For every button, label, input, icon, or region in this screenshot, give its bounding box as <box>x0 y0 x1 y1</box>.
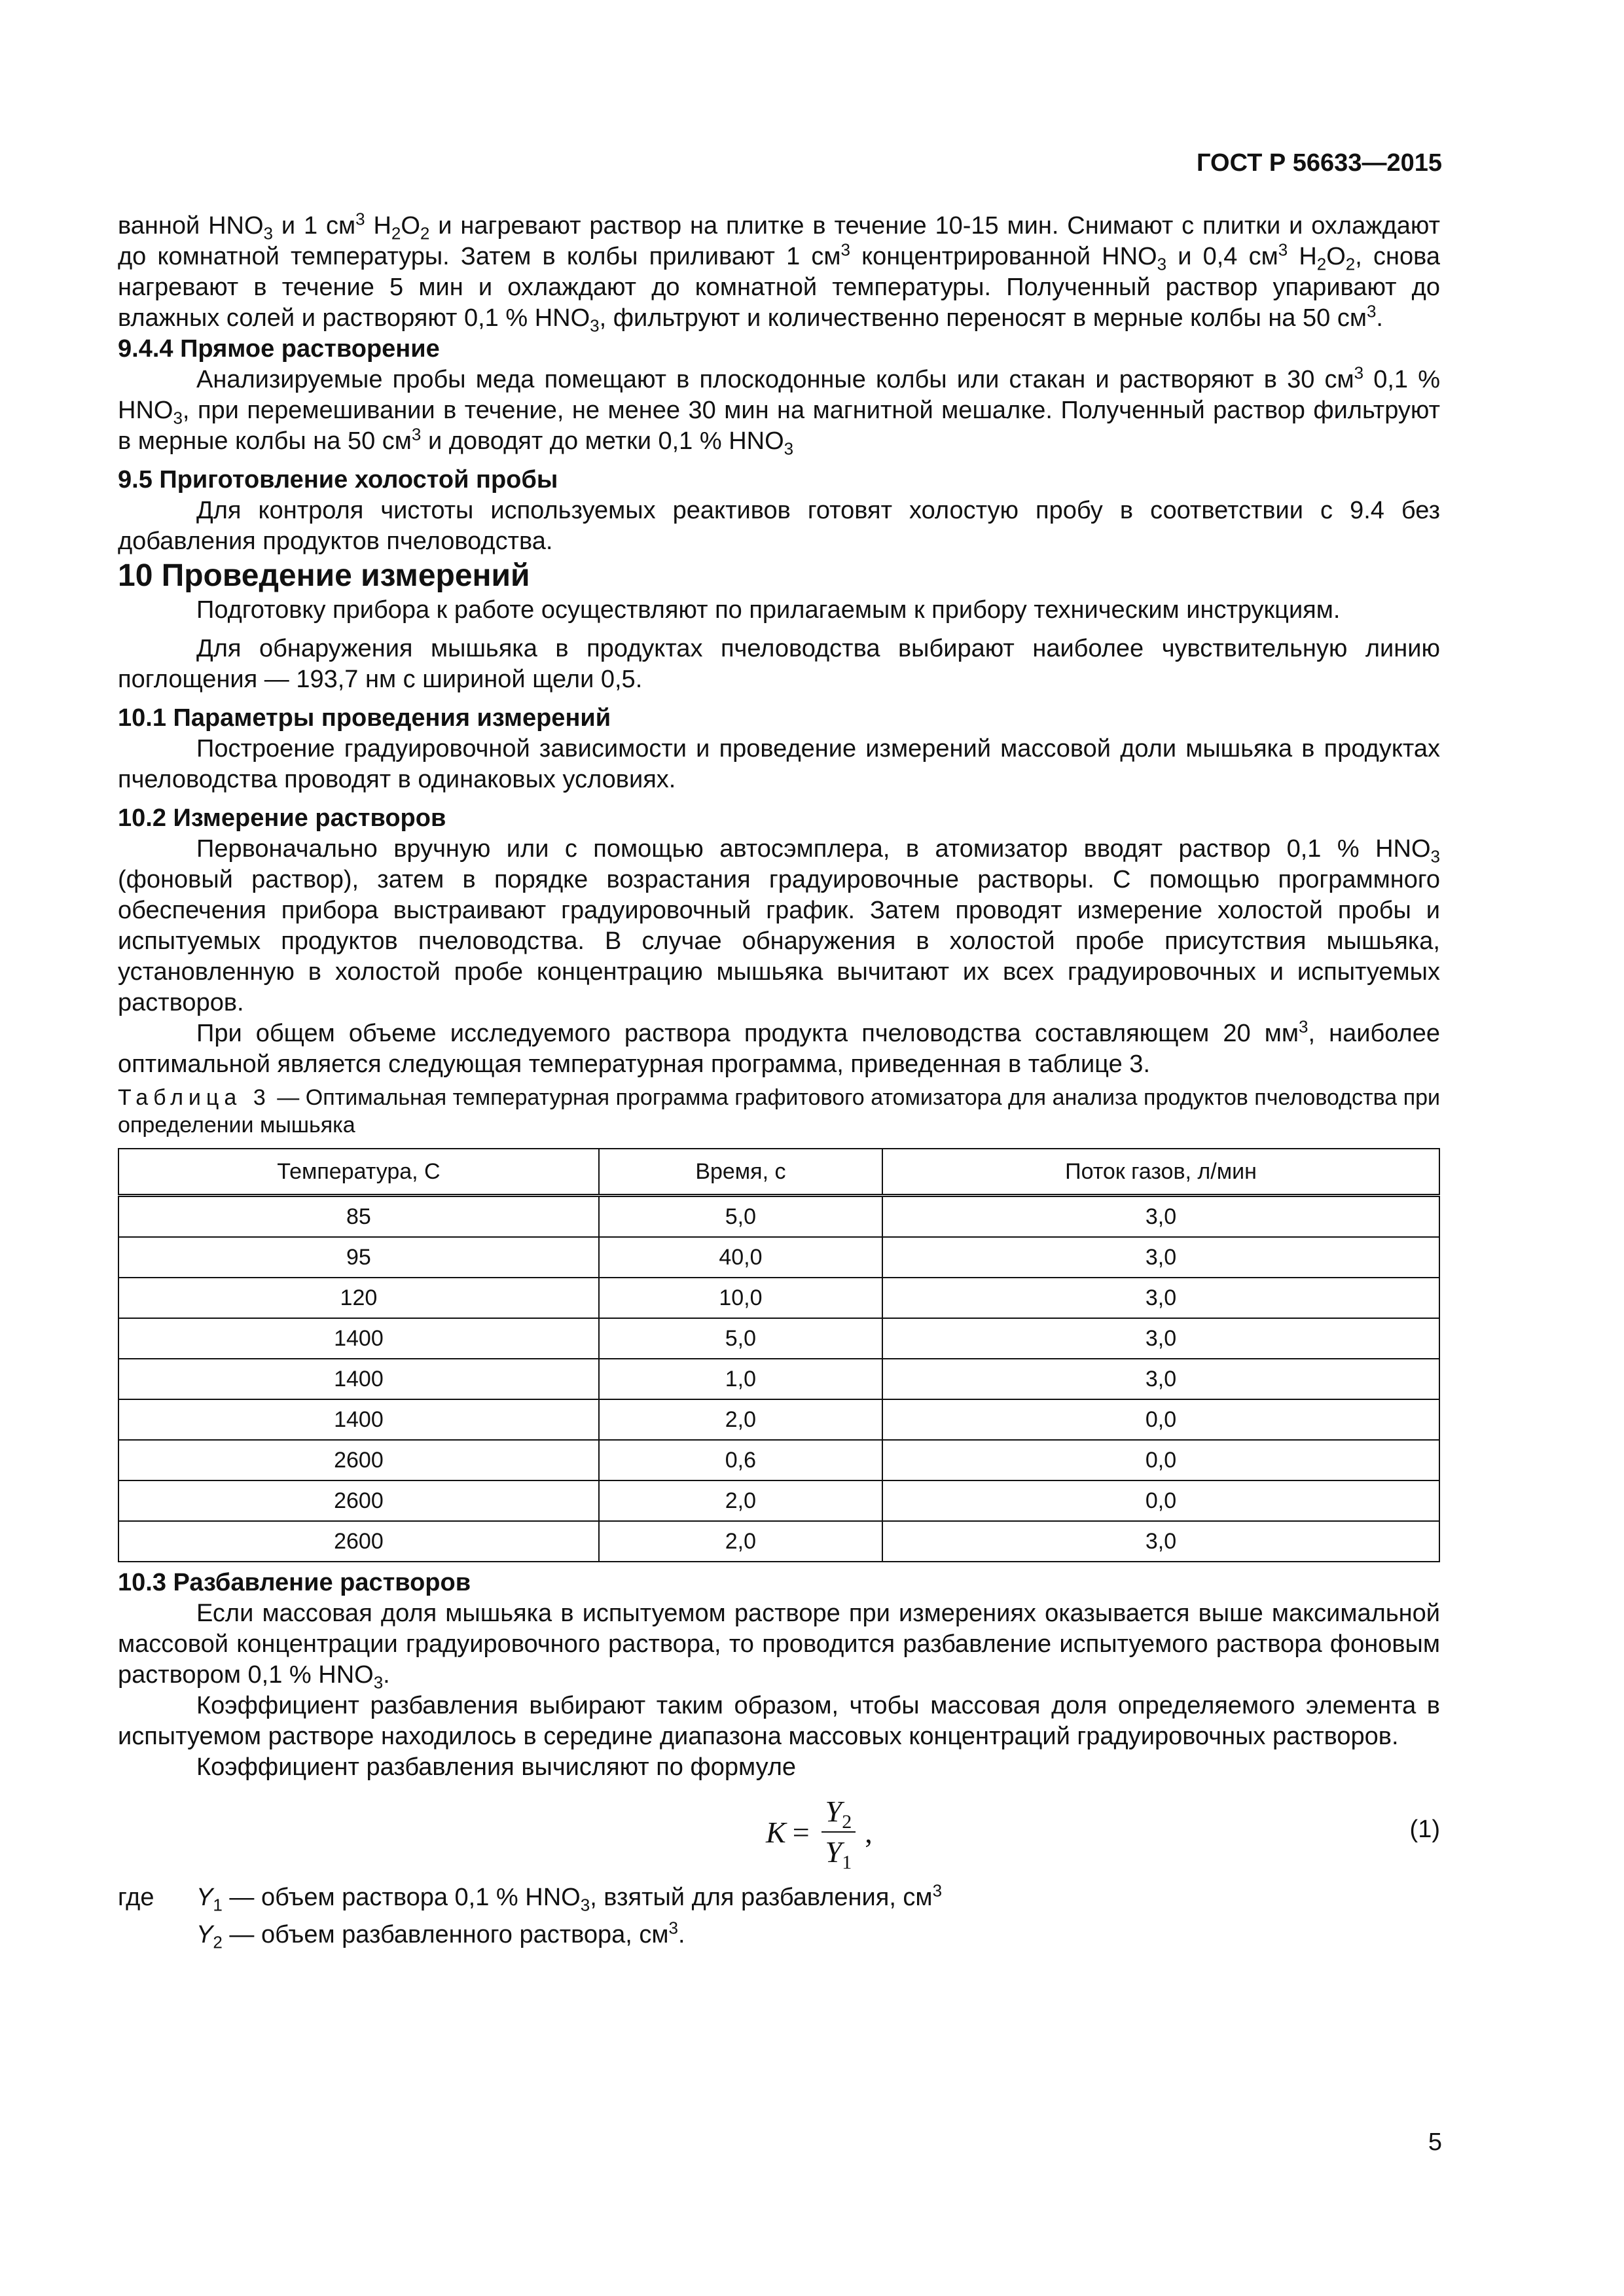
document-header: ГОСТ Р 56633—2015 <box>1197 149 1442 177</box>
paragraph-temperature-program: При общем объеме исследуемого раствора продукта пчеловодства составляющем 20 $мм^3$, наиболее оптимальной является следующая температурная программа, приведенная в таблице 3. <box>118 1016 1440 1078</box>
table-cell: 2,0 <box>599 1521 882 1562</box>
table-row <box>118 1359 1439 1399</box>
table-cell: 40,0 <box>599 1237 882 1278</box>
heading-9-4-4: 9.4.4 Прямое растворение <box>118 335 440 363</box>
table-cell: 1400 <box>118 1359 599 1399</box>
table-cell: 2600 <box>118 1440 599 1480</box>
heading-9-5: 9.5 Приготовление холостой пробы <box>118 466 558 493</box>
table-cell: 10,0 <box>599 1278 882 1318</box>
heading-10-3: 10.3 Разбавление растворов <box>118 1569 471 1596</box>
table-cell: 2,0 <box>599 1399 882 1440</box>
table-row <box>118 1196 1439 1238</box>
table-row <box>118 1278 1439 1318</box>
paragraph-solution-measurement: Первоначально вручную или с помощью автосэмплера, в атомизатор вводят раствор 0,1 % $HNO_3$ (фоновый раствор), затем в порядке возрастания градуировочные растворы. С помощью программного обеспечения прибора выстраивают градуировочный график. Затем проводят измерение холостой пробы и испытуемых продуктов пчеловодства. В случае обнаружения в холостой пробе присутствия мышьяка, установленную в холостой пробе концентрацию мышьяка вычитают их всех градуировочных и испытуемых растворов. <box>118 835 1440 1016</box>
paragraph-formula-intro: Коэффициент разбавления вычисляют по формуле <box>196 1753 797 1781</box>
dilution-formula <box>766 1792 873 1872</box>
where-definitions <box>118 1882 1440 1950</box>
table-cell: 1400 <box>118 1318 599 1359</box>
paragraph-dilution-condition: Если массовая доля мышьяка в испытуемом растворе при измерениях оказывается выше максимальной массовой концентрации градуировочного раствора, то проводится разбавление испытуемого раствора фоновым раствором 0,1 % $HNO_3$. <box>118 1600 1440 1693</box>
formula-equals: = <box>792 1815 810 1849</box>
formula-fraction <box>821 1792 856 1872</box>
table-row <box>118 1440 1439 1480</box>
paragraph-dilution-factor-choice: Коэффициент разбавления выбирают таким образом, чтобы массовая доля определяемого элемента в испытуемом растворе находилось в середине диапазона массовых концентраций градуировочных растворов. <box>118 1692 1440 1750</box>
definition-y1: $Y_1$ — объем раствора 0,1 % $HNO_3$, взятый для разбавления, $см^3$ <box>196 1880 943 1915</box>
paragraph-digestion-continuation: ванной $HNO_3$ и 1 $см^3$ $H_2O_2$ и нагревают раствор на плитке в течение 10-15 мин. Снимают с плитки и охлаждают до комнатной температуры. Затем в колбы приливают 1 $см^3$ концентрированной $HNO_3$ и 0,4 $см^3$ $H_2O_2$, снова нагревают в течение 5 мин и охлаждают до комнатной температуры. Полученный раствор упаривают до влажных солей и растворяют 0,1 % $HNO_3$, фильтруют и количественно переносят в мерные колбы на 50 $см^3$. <box>118 209 1440 336</box>
table-caption: Таблица 3 — Оптимальная температурная программа графитового атомизатора для анализа продуктов пчеловодства при определении мышьяка <box>118 1085 1441 1138</box>
table-cell: 120 <box>118 1278 599 1318</box>
table-header-cell: Температура, С <box>118 1149 599 1196</box>
table-cell: 1,0 <box>599 1359 882 1399</box>
formula-comma: , <box>865 1815 873 1849</box>
table-cell: 5,0 <box>599 1196 882 1238</box>
table-cell: 3,0 <box>882 1318 1439 1359</box>
table-header-cell: Поток газов, л/мин <box>882 1149 1439 1196</box>
table-cell: 3,0 <box>882 1521 1439 1562</box>
table-cell: 3,0 <box>882 1359 1439 1399</box>
formula-numerator: $Y_2$ <box>821 1792 856 1833</box>
heading-10-1: 10.1 Параметры проведения измерений <box>118 704 611 732</box>
heading-section-10: 10 Проведение измерений <box>118 558 530 593</box>
page-number: 5 <box>1428 2128 1442 2156</box>
table-cell: 2600 <box>118 1521 599 1562</box>
formula-block <box>118 1788 1440 1880</box>
table-cell: 0,0 <box>882 1399 1439 1440</box>
paragraph-direct-dissolution: Анализируемые пробы меда помещают в плоскодонные колбы или стакан и растворяют в 30 $см^3$ 0,1 % $HNO_3$, при перемешивании в течение, не менее 30 мин на магнитной мешалке. Полученный раствор фильтруют в мерные колбы на 50 $см^3$ и доводят до метки 0,1 % $HNO_3$ <box>118 363 1440 459</box>
where-label: где <box>118 1884 154 1911</box>
table-row <box>118 1399 1439 1440</box>
paragraph-blank-sample: Для контроля чистоты используемых реактивов готовят холостую пробу в соответствии с 9.4 без добавления продуктов пчеловодства. <box>118 497 1440 555</box>
table-cell: 3,0 <box>882 1237 1439 1278</box>
formula-denominator: $Y_1$ <box>825 1835 852 1874</box>
paragraph-measurement-params: Построение градуировочной зависимости и проведение измерений массовой доли мышьяка в продуктах пчеловодства проводят в одинаковых условиях. <box>118 735 1440 793</box>
table-row <box>118 1521 1439 1562</box>
temperature-program-table <box>118 1148 1440 1562</box>
table-cell: 95 <box>118 1237 599 1278</box>
heading-10-2: 10.2 Измерение растворов <box>118 804 446 832</box>
table-header-row <box>118 1149 1439 1196</box>
table-cell: 3,0 <box>882 1196 1439 1238</box>
table-row <box>118 1237 1439 1278</box>
table-cell: 85 <box>118 1196 599 1238</box>
table-cell: 2,0 <box>599 1480 882 1521</box>
formula-lhs: K <box>766 1815 786 1849</box>
table-row <box>118 1318 1439 1359</box>
table-cell: 1400 <box>118 1399 599 1440</box>
table-cell: 2600 <box>118 1480 599 1521</box>
paragraph-instrument-prep: Подготовку прибора к работе осуществляют по прилагаемым к прибору техническим инструкциям. <box>196 596 1341 624</box>
equation-number: (1) <box>1409 1816 1440 1843</box>
paragraph-absorption-line: Для обнаружения мышьяка в продуктах пчеловодства выбирают наиболее чувствительную линию поглощения — 193,7 нм с шириной щели 0,5. <box>118 635 1440 693</box>
table-row <box>118 1480 1439 1521</box>
table-cell: 0,0 <box>882 1440 1439 1480</box>
table-header-cell: Время, с <box>599 1149 882 1196</box>
page-content <box>118 211 1440 1950</box>
table-cell: 5,0 <box>599 1318 882 1359</box>
table-cell: 0,0 <box>882 1480 1439 1521</box>
table-cell: 0,6 <box>599 1440 882 1480</box>
definition-y2: $Y_2$ — объем разбавленного раствора, $см^3$. <box>196 1918 685 1952</box>
table-cell: 3,0 <box>882 1278 1439 1318</box>
